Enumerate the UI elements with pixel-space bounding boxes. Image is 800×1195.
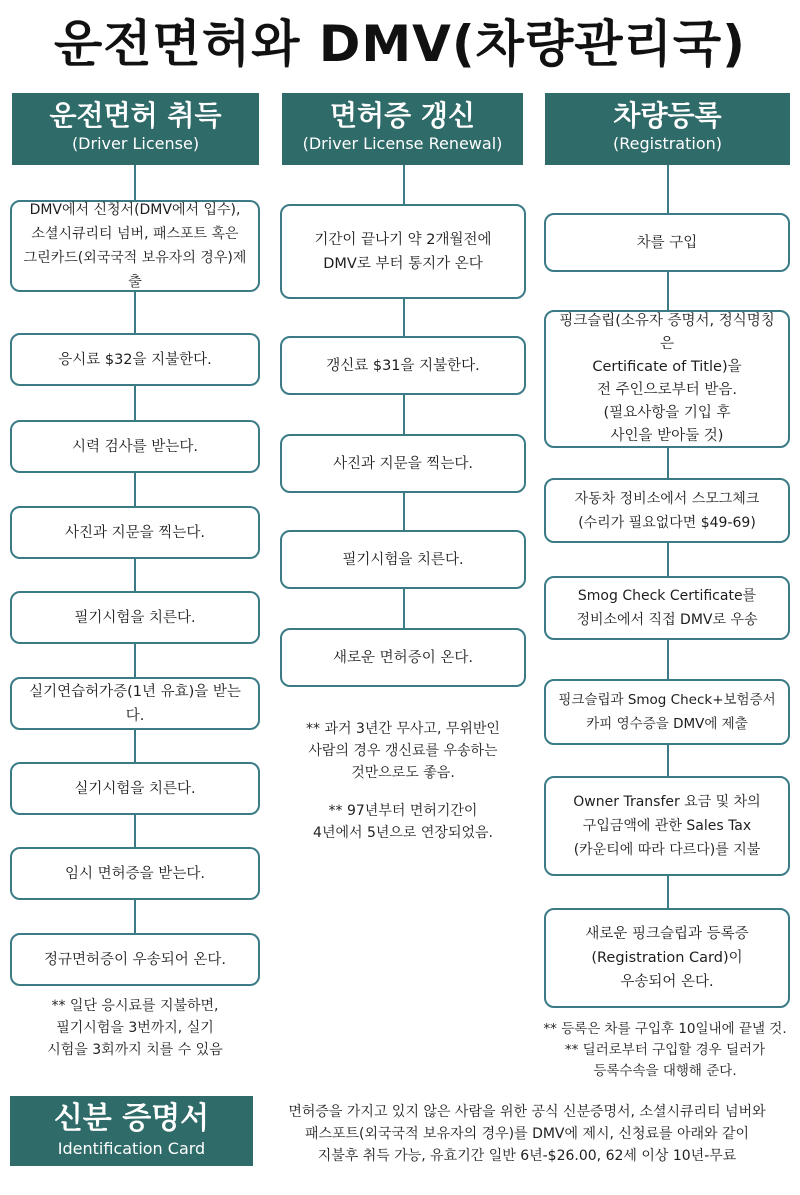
- column-title-en: (Driver License Renewal): [302, 134, 503, 153]
- column-title-ko: 운전면허 취득: [49, 99, 222, 132]
- step-box: 차를 구입: [544, 213, 790, 272]
- step-box: 사진과 지문을 찍는다.: [10, 506, 260, 559]
- column-title-ko: 면허증 갱신: [330, 99, 475, 132]
- column-title-en: (Driver License): [71, 134, 200, 153]
- step-box: 새로운 핑크슬립과 등록증 (Registration Card)이 우송되어 온다.: [544, 908, 790, 1008]
- column-header-driver-license: [12, 93, 259, 165]
- step-box: DMV에서 신청서(DMV에서 입수), 소셜시큐리티 넘버, 패스포트 혹은 그린카드(외국국적 보유자의 경우)제출: [10, 200, 260, 292]
- step-box: 시력 검사를 받는다.: [10, 420, 260, 473]
- id-card-title-en: Identification Card: [57, 1139, 206, 1158]
- step-box: 사진과 지문을 찍는다.: [280, 434, 526, 493]
- step-box: 임시 면허증을 받는다.: [10, 847, 260, 900]
- step-box: 정규면허증이 우송되어 온다.: [10, 933, 260, 986]
- step-box: 실기시험을 치른다.: [10, 762, 260, 815]
- step-box: 새로운 면허증이 온다.: [280, 628, 526, 687]
- note: ** 97년부터 면허기간이 4년에서 5년으로 연장되었음.: [313, 803, 493, 841]
- step-box: 핑크슬립과 Smog Check+보험증서 카피 영수증을 DMV에 제출: [544, 679, 790, 745]
- step-box: 기간이 끝나기 약 2개월전에 DMV로 부터 통지가 온다: [280, 204, 526, 299]
- column-title-en: (Registration): [613, 134, 722, 153]
- page-title: 운전면허와 DMV(차량관리국): [53, 15, 747, 73]
- step-box: 응시료 $32을 지불한다.: [10, 333, 260, 386]
- step-box: 갱신료 $31을 지불한다.: [280, 336, 526, 395]
- id-card-description: 면허증을 가지고 있지 않은 사람을 위한 공식 신분증명서, 소셜시큐리티 넘버와 패스포트(외국국적 보유자의 경우)를 DMV에 제시, 신청료를 아래와 같이 지불후 취득 가능, 유효기간 일반 6년-$26.00, 62세 이상 10년-무료: [288, 1104, 766, 1164]
- note: ** 일단 응시료를 지불하면, 필기시험을 3번까지, 실기 시험을 3회까지 치를 수 있음: [47, 998, 223, 1058]
- step-box: Smog Check Certificate를 정비소에서 직접 DMV로 우송: [544, 576, 790, 640]
- step-box: 핑크슬립(소유자 증명서, 정식명칭은 Certificate of Title)을 전 주인으로부터 받음. (필요사항을 기입 후 사인을 받아둘 것): [544, 310, 790, 448]
- step-box: 필기시험을 치른다.: [280, 530, 526, 589]
- id-card-header: [10, 1096, 253, 1166]
- step-box: 실기연습허가증(1년 유효)을 받는다.: [10, 677, 260, 730]
- step-box: 자동차 정비소에서 스모그체크 (수리가 필요없다면 $49-69): [544, 478, 790, 543]
- id-card-title-ko: 신분 증명서: [53, 1101, 210, 1136]
- note: ** 등록은 차를 구입후 10일내에 끝낼 것. ** 딜러로부터 구입할 경우 딜러가 등록수속을 대행해 준다.: [543, 1021, 787, 1079]
- column-header-registration: [545, 93, 790, 165]
- column-title-ko: 차량등록: [613, 99, 722, 132]
- column-header-license-renewal: [282, 93, 523, 165]
- step-box: 필기시험을 치른다.: [10, 591, 260, 644]
- step-box: Owner Transfer 요금 및 차의 구입금액에 관한 Sales Tax (카운티에 따라 다르다)를 지불: [544, 776, 790, 876]
- note: ** 과거 3년간 무사고, 무위반인 사람의 경우 갱신료를 우송하는 것만으로도 좋음.: [306, 721, 500, 781]
